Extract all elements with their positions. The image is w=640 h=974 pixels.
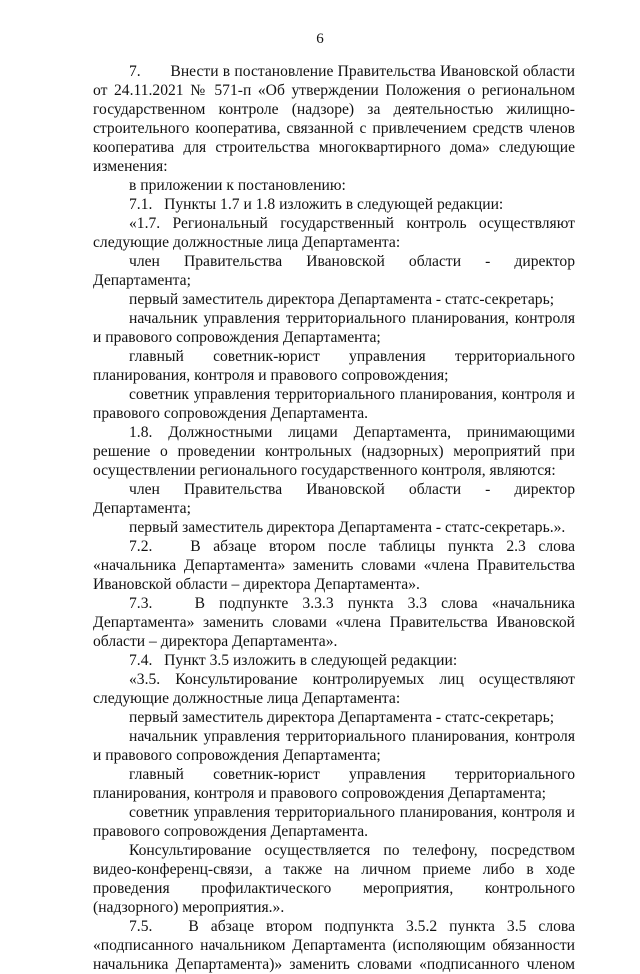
list-item-advisor-2: советник управления территориального планирования, контроля и правового сопровождения Департамента. [93,804,575,840]
paragraph-in-annex: в приложении к постановлению: [129,177,346,194]
list-item-head-of-division-2: начальник управления территориального планирования, контроля и правового сопровождения Департамента; [93,728,575,764]
paragraph-consulting: Консультирование осуществляется по телефону, посредством видео-конференц-связи, а также на личном приеме либо в ходе проведения профилактического мероприятия, контрольного (надзорного) мероприятия.». [93,842,575,916]
list-item-advisor: советник управления территориального планирования, контроля и правового сопровождения Департамента. [93,386,575,422]
list-item-chief-legal-advisor: главный советник-юрист управления территориального планирования, контроля и правового сопровождения; [93,348,575,384]
list-item-deputy-3: первый заместитель директора Департамента - статс-секретарь; [129,709,555,726]
paragraph-7-4: 7.4. Пункт 3.5 изложить в следующей редакции: [129,652,458,669]
list-item-chief-legal-advisor-2: главный советник-юрист управления территориального планирования, контроля и правового сопровождения Департамента; [93,766,575,802]
list-item-deputy-2: первый заместитель директора Департамента - статс-секретарь.». [129,519,566,536]
paragraph-7: 7. Внести в постановление Правительства Ивановской области от 24.11.2021 № 571-п «Об утверждении Положения о региональном государственном контроле (надзоре) за деятельностью жилищно-строительного кооператива, связанной с привлечением средств членов кооператива для строительства многоквартирного дома» следующие изменения: [93,63,575,175]
list-item-director-2: член Правительства Ивановской области - директор Департамента; [93,481,575,517]
paragraph-7-5: 7.5. В абзаце втором подпункта 3.5.2 пункта 3.5 слова «подписанного начальником Департамента (исполяющим обязанности начальника Департамента)» заменить словами «подписанного членом [93,918,575,973]
paragraph-3-5: «3.5. Консультирование контролируемых лиц осуществляют следующие должностные лица Департамента: [93,671,575,707]
list-item-deputy: первый заместитель директора Департамента - статс-секретарь; [129,291,555,308]
list-item-head-of-division: начальник управления территориального планирования, контроля и правового сопровождения Департамента; [93,310,575,346]
page-number: 6 [316,31,324,47]
paragraph-1-7: «1.7. Региональный государственный контроль осуществляют следующие должностные лица Департамента: [93,215,575,251]
paragraph-7-3: 7.3. В подпункте 3.3.3 пункта 3.3 слова «начальника Департамента» заменить словами «члена Правительства Ивановской области – директора Департамента». [93,595,575,650]
paragraph-7-2: 7.2. В абзаце втором после таблицы пункта 2.3 слова «начальника Департамента» заменить словами «члена Правительства Ивановской области – директора Департамента». [93,538,575,593]
paragraph-1-8: 1.8. Должностными лицами Департамента, принимающими решение о проведении контрольных (надзорных) мероприятий при осуществлении регионального государственного контроля, являются: [93,424,575,479]
document-body [93,62,575,974]
list-item-director: член Правительства Ивановской области - директор Департамента; [93,253,575,289]
paragraph-7-1: 7.1. Пункты 1.7 и 1.8 изложить в следующей редакции: [129,196,504,213]
